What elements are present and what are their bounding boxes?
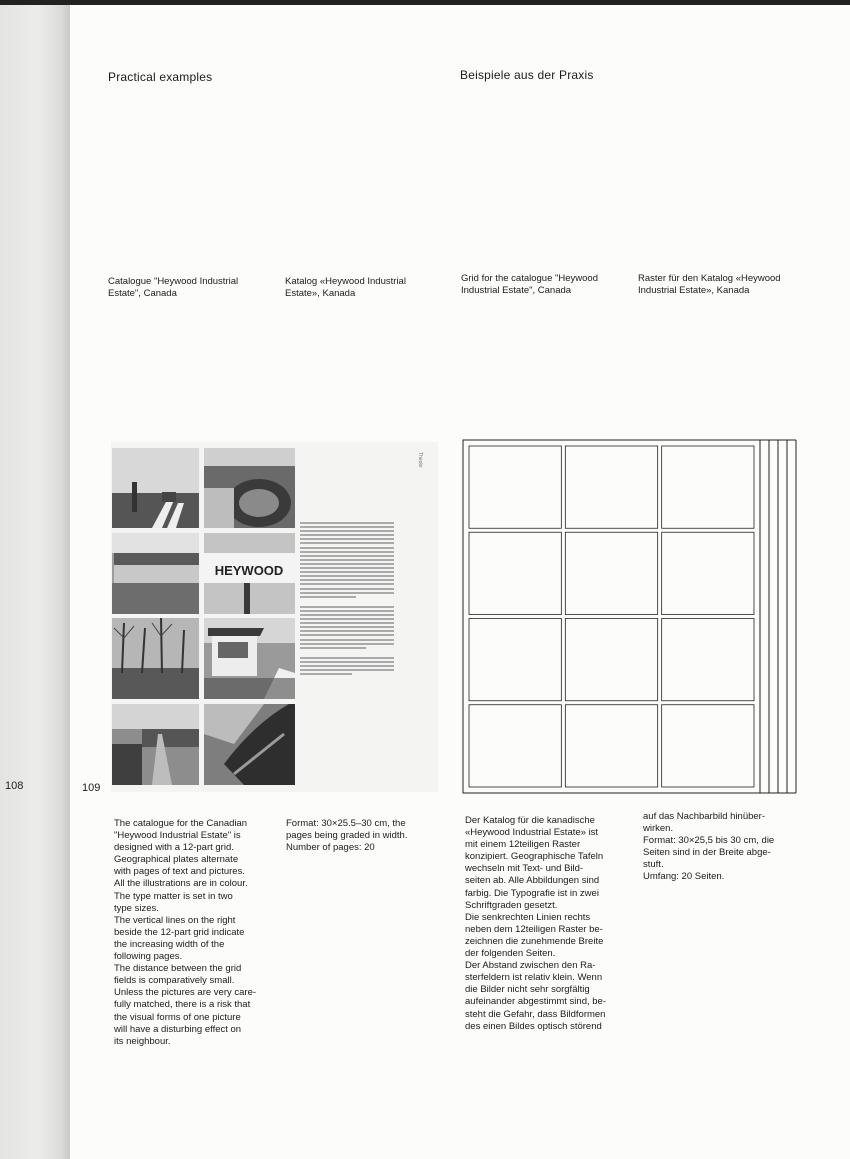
grid-field [662, 446, 754, 528]
grid-field [565, 705, 657, 787]
photo-guardhouse [204, 618, 295, 699]
grid-field [469, 532, 561, 614]
grid-field [565, 446, 657, 528]
text-en-col2: Format: 30×25.5–30 cm, the pages being graded in width. Number of pages: 20 [286, 818, 408, 854]
grid-field [662, 705, 754, 787]
caption-grid-en: Grid for the catalogue "Heywood Industrial Estate", Canada [461, 273, 598, 296]
photo-building [112, 533, 199, 614]
grid-field [469, 619, 561, 701]
heading-german: Beispiele aus der Praxis [460, 68, 594, 82]
text-en-col1: The catalogue for the Canadian "Heywood Industrial Estate" is designed with a 12-part grid. Geographical plates alternate with pages of text and pictures. All the illustrations are in colour. The type matter is set in two type sizes. The vertical lines on the right beside the 12-part grid indicate the increasing width of the following pages. The distance between the grid fields is comparatively small. Unless the pictures are very care- fully matched, there is a risk that the visual forms of one picture will have a disturbing effect on its neighbour. [114, 818, 257, 1047]
photo-trees [112, 618, 199, 699]
page-number-left: 108 [5, 780, 24, 792]
heading-english: Practical examples [108, 70, 213, 84]
photo-bulldozer [204, 704, 295, 785]
photo-pylons [112, 448, 199, 528]
photo-road [112, 704, 199, 785]
catalogue-text-column [300, 522, 394, 712]
text-de-col2: auf das Nachbarbild hinüber- wirken. Format: 30×25,5 bis 30 cm, die Seiten sind in der Breite abge- stuft. Umfang: 20 Seiten. [643, 811, 775, 883]
page-number-right: 109 [82, 782, 101, 794]
grid-lines [463, 440, 796, 793]
grid-field [469, 446, 561, 528]
sign-text: HEYWOOD [214, 563, 284, 578]
grid-frame [463, 440, 760, 793]
photo-heywood-sign [204, 533, 295, 614]
grid-field [565, 619, 657, 701]
grid-field [469, 705, 561, 787]
book-gutter [0, 0, 70, 1159]
catalogue-side-label: Theobr [417, 452, 423, 468]
caption-catalogue-de: Katalog «Heywood Industrial Estate», Kanada [285, 276, 406, 299]
catalogue-spread-image [111, 442, 438, 792]
text-de-col1: Der Katalog für die kanadische «Heywood Industrial Estate» ist mit einem 12teiligen Raster konzipiert. Geographische Tafeln wechseln mit Text- und Bild- seiten ab. Alle Abbildungen sind farbig. Die Typografie ist in zwei Schriftgraden gesetzt. Die senkrechten Linien rechts neben dem 12teiligen Raster be- zeichnen die zunehmende Breite der folgenden Seiten. Der Abstand zwischen den Ra- sterfeldern ist relativ klein. Wenn die Bilder nicht sehr sorgfältig aufeinander abgestimmt sind, be- steht die Gefahr, dass Bildformen des einen Bildes optisch störend [465, 815, 606, 1032]
grid-diagram [461, 438, 806, 796]
grid-field [565, 532, 657, 614]
photo-logs [204, 448, 295, 528]
grid-field [662, 619, 754, 701]
caption-grid-de: Raster für den Katalog «Heywood Industrial Estate», Kanada [638, 273, 781, 296]
grid-field [662, 532, 754, 614]
caption-catalogue-en: Catalogue "Heywood Industrial Estate", Canada [108, 276, 239, 299]
